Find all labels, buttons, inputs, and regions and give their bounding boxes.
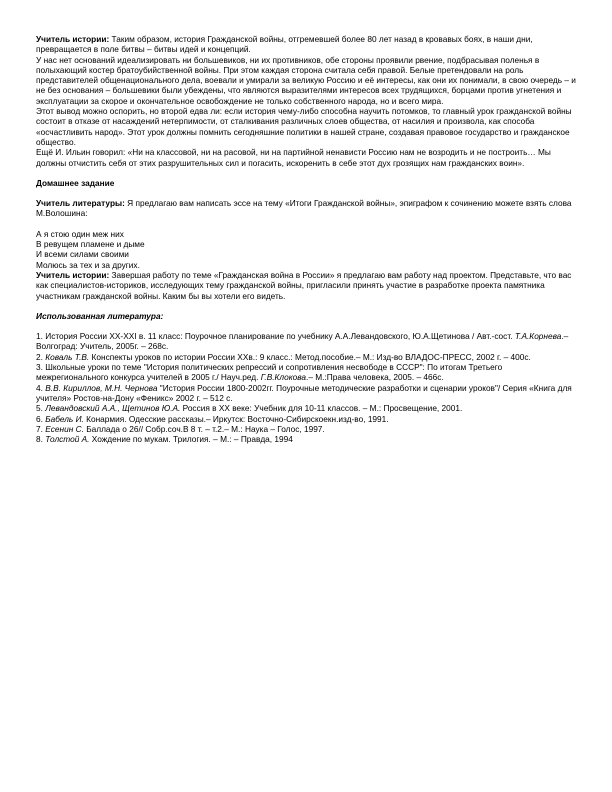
poem-epigraph	[36, 229, 576, 270]
reference-item: 7. Есенин С. Баллада о 26// Собр.соч.В 8 т. – т.2.– М.: Наука – Голос, 1997.	[36, 423, 325, 434]
literature-teacher-paragraph	[36, 198, 576, 219]
poem-line: А я стою один меж них	[36, 228, 124, 239]
poem-line: В ревущем пламене и дыме	[36, 239, 145, 250]
reference-item: 3. Школьные уроки по теме "История политических репрессий и сопротивления несвободе в СССР": По итогам Третьего межрегионального конкурса учителей в 2005 г./ Науч.ред. Г.В.Клокова.– М.:Права человека, 2005. – 466с.	[36, 362, 503, 383]
reference-item: 5. Левандовский А.А., Щетинов Ю.А. Россия в XX веке: Учебник для 10-11 классов. – М.: Просвещение, 2001.	[36, 403, 463, 414]
references-list	[36, 331, 576, 444]
reference-item: 8. Толстой А. Хождение по мукам. Трилогия. – М.: – Правда, 1994	[36, 434, 293, 445]
reference-item: 2. Коваль Т.В. Конспекты уроков по истории России XXв.: 9 класс.: Метод.пособие.– М.: Изд-во ВЛАДОС-ПРЕСС, 2002 г. – 400с.	[36, 351, 531, 362]
homework-heading: Домашнее задание	[36, 177, 115, 188]
paragraph-3: Этот вывод можно оспорить, но второй едва ли: если история чему-либо способна научить потомков, то главный урок гражданской войны состоит в отказе от насаждений нетерпимости, от сталкивания различных слоев общества, от насилия и произвола, как способа «осчастливить народ». Этот урок должны помнить сегодняшние политики в нашей стране, создавая правовое государство и гражданское общество.	[36, 106, 572, 147]
literature-teacher-text: Я предлагаю вам написать эссе на тему «Итоги Гражданской войны», эпиграфом к сочинению можете взять слова М.Волошина:	[36, 198, 572, 219]
poem-line: И всеми силами своими	[36, 249, 129, 260]
reference-item: 1. История России XX-XXI в. 11 класс: Поурочное планирование по учебнику А.А.Левандовского, Ю.А.Щетинова / Авт.-сост. Т.А.Корнева.– Волгоград: Учитель, 2005г. – 268с.	[36, 331, 569, 352]
speaker-label: Учитель истории:	[36, 34, 110, 44]
reference-item: 6. Бабель И. Конармия. Одесские рассказы.– Иркутск: Восточно-Сибирскоекн.изд-во, 1991.	[36, 413, 389, 424]
reference-item: 4. В.В. Кириллов, М.Н. Чернова "История России 1800-2002гг. Поурочные методические разработки и сценарии уроков"/ Серия «Книга для учителя» Ростов-на-Дону «Феникс» 2002 г. – 512 с.	[36, 382, 572, 403]
history-teacher-text: Завершая работу по теме «Гражданская война в России» я предлагаю вам работу над проектом. Представьте, что вас как специалистов-историков, исследующих тему гражданской войны, пригласили принять участие в разработке проекта памятника участникам гражданской войны. Каким бы вы хотели его видеть.	[36, 269, 572, 301]
intro-text: Таким образом, история Гражданской войны, отгремевшей более 80 лет назад в кровавых боях, в наши дни, превращается в поле битвы – битвы идей и концепций.	[36, 34, 533, 55]
references-heading: Использованная литература:	[36, 310, 164, 321]
paragraph-2: У нас нет оснований идеализировать ни большевиков, ни их противников, обе стороны проявили рвение, подбрасывая поленья в полыхающий костер братоубийственной войны. При этом каждая сторона считала себя правой. Белые претендовали на роль представителей общенационального дела, воевали и умирали за великую Россию и её интересы, как они их понимали, в свою очередь – и не без основания – большевики были убеждены, что являются выразителями интересов всех трудящихся, борцами против угнетения и эксплуатации за скорое и окончательное освобождение не только собственного народа, но и всего мира.	[36, 54, 576, 106]
speaker-label: Учитель истории:	[36, 269, 110, 280]
paragraph-4: Ещё И. Ильин говорил: «Ни на классовой, ни на расовой, ни на партийной ненависти Россию нам не возродить и не построить… Мы должны отчистить себя от этих разрушительных сил и погасить, искоренить в себе этот дух грозящих нам гражданских воин».	[36, 147, 551, 168]
speaker-label: Учитель литературы:	[36, 198, 125, 209]
history-teacher-paragraph	[36, 270, 576, 301]
intro-paragraph	[36, 34, 576, 55]
poem-line: Молюсь за тех и за других.	[36, 259, 140, 270]
